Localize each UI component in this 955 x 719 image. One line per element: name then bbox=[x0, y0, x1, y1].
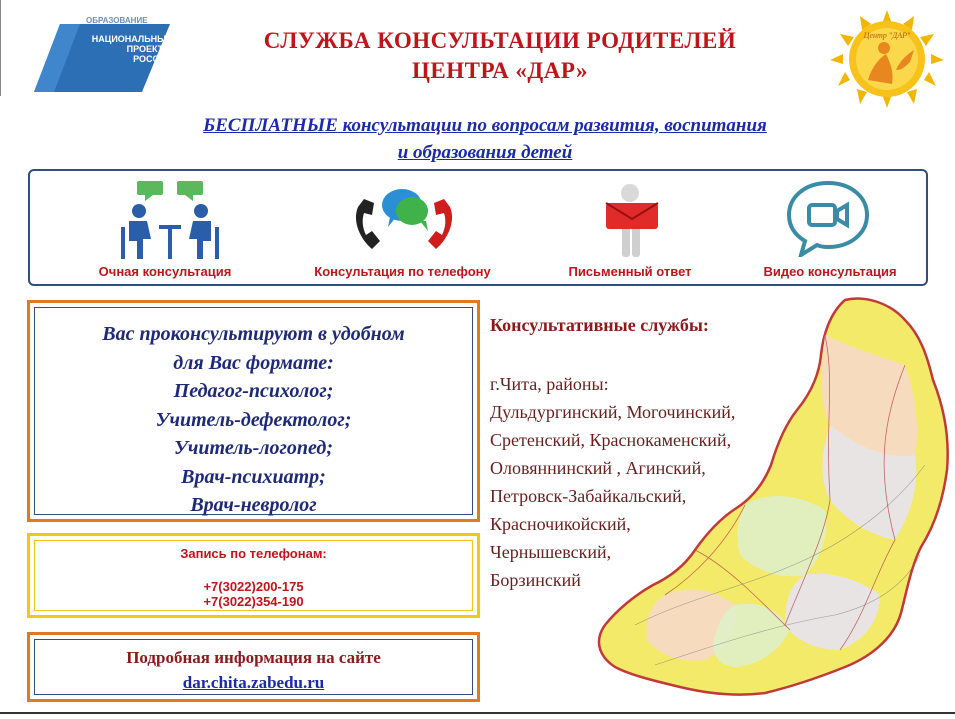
video-camera-icon bbox=[783, 177, 873, 257]
specialist-item: Учитель-логопед; bbox=[173, 437, 333, 459]
consultation-formats-panel bbox=[28, 169, 928, 286]
phone-chat-icon bbox=[350, 181, 460, 253]
format-video bbox=[735, 171, 925, 284]
format-label: Письменный ответ bbox=[568, 264, 692, 279]
specialist-item: Педагог-психолог; bbox=[173, 380, 334, 402]
services-line: Борзинский bbox=[490, 570, 581, 590]
specialists-list: Вас проконсультируют в удобном для Вас формате: Педагог-психолог; Учитель-дефектолог; Учитель-логопед; Врач-психиатр; Врач-невролог bbox=[35, 320, 472, 520]
format-label: Очная консультация bbox=[98, 264, 232, 279]
services-line: Сретенский, Краснокаменский, bbox=[490, 430, 732, 450]
format-written bbox=[550, 171, 710, 284]
face-to-face-icon bbox=[115, 179, 225, 261]
phone-number[interactable]: +7(3022)354-190 bbox=[203, 594, 304, 609]
phone-title: Запись по телефонам: bbox=[180, 546, 327, 561]
format-in-person bbox=[70, 171, 260, 284]
specialist-item: Врач-психиатр; bbox=[181, 465, 326, 488]
subtitle-emphasis: БЕСПЛАТНЫЕ bbox=[203, 115, 338, 136]
services-line: Дульдургинский, Могочинский, bbox=[490, 402, 736, 422]
website-title: Подробная информация на сайте bbox=[126, 648, 381, 667]
subtitle-line1: консультации по вопросам развития, воспитания bbox=[337, 115, 767, 136]
bottom-divider bbox=[0, 712, 955, 714]
national-projects-logo bbox=[30, 14, 180, 94]
services-line: Оловяннинский , Агинский, bbox=[490, 458, 706, 478]
format-label: Видео консультация bbox=[763, 264, 897, 279]
logo-text: НАЦИОНАЛЬНЫЕ ПРОЕКТЫ РОССИИ bbox=[91, 34, 172, 64]
services-title: Консультативные службы: bbox=[490, 315, 709, 335]
logo-caption: ОБРАЗОВАНИЕ bbox=[86, 16, 148, 25]
specialists-box bbox=[27, 300, 480, 522]
services-list bbox=[490, 370, 830, 594]
subtitle-line2: и образования детей bbox=[397, 142, 573, 163]
specialist-item: Врач-невролог bbox=[190, 494, 317, 516]
services-line: г.Чита, районы: bbox=[490, 374, 609, 394]
letter-person-icon bbox=[600, 181, 670, 261]
format-label: Консультация по телефону bbox=[314, 264, 491, 279]
phone-signup-box bbox=[27, 533, 480, 618]
website-box bbox=[27, 632, 480, 702]
specialist-item: Учитель-дефектолог; bbox=[155, 408, 352, 431]
svg-text:Центр "ДАР": Центр "ДАР" bbox=[863, 31, 911, 40]
services-line: Чернышевский, bbox=[490, 542, 612, 562]
dar-center-logo bbox=[828, 10, 946, 108]
website-link[interactable]: dar.chita.zabedu.ru bbox=[182, 673, 325, 692]
services-line: Красночикойский, bbox=[490, 514, 631, 534]
subtitle bbox=[110, 112, 860, 166]
page-edge bbox=[0, 0, 1, 96]
phone-number[interactable]: +7(3022)200-175 bbox=[203, 579, 304, 594]
services-line: Петровск-Забайкальский, bbox=[490, 486, 687, 506]
page-title: СЛУЖБА КОНСУЛЬТАЦИИ РОДИТЕЛЕЙ ЦЕНТРА «ДАР» bbox=[263, 28, 737, 83]
format-phone bbox=[285, 171, 520, 284]
